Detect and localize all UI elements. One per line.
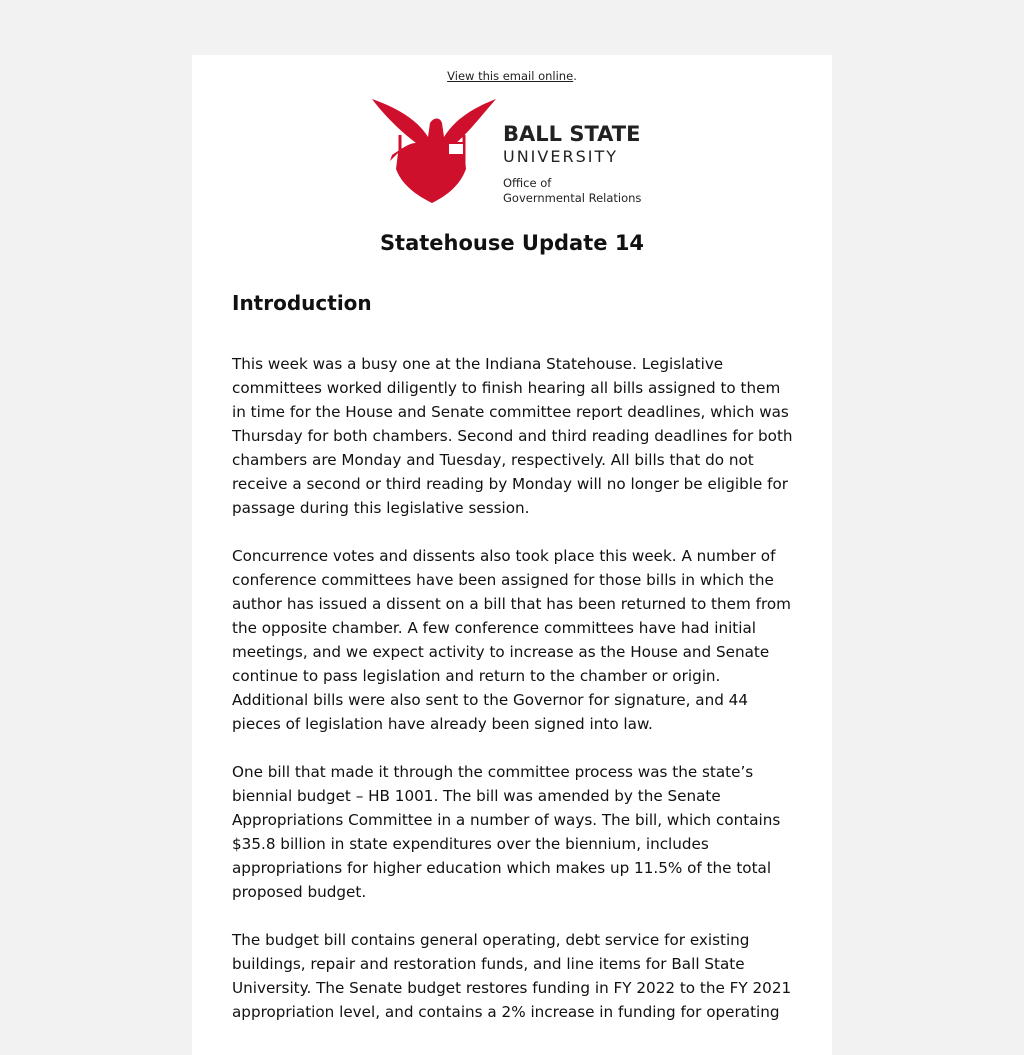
paragraph: Concurrence votes and dissents also took place this week. A number of conference committees have been assigned for those bills in which the author has issued a dissent on a bill that has been returned to them from the opposite chamber. A few conference committees have had initial meetings, and we expect activity to increase as the House and Senate continue to pass legislation and return to the chamber or origin. Additional bills were also sent to the Governor for signature, and 44 pieces of legislation have already been signed into law. <box>232 547 791 733</box>
logo-line3: Office of <box>503 176 552 190</box>
email-card <box>192 55 832 1055</box>
paragraph: The budget bill contains general operating, debt service for existing buildings, repair and restoration funds, and line items for Ball State University. The Senate budget restores funding in FY 2022 to the FY 2021 appropriation level, and contains a 2% increase in funding for operating <box>232 931 792 1021</box>
logo-line1: BALL STATE <box>503 122 641 146</box>
logo-line2: UNIVERSITY <box>503 147 618 166</box>
page-title: Statehouse Update 14 <box>379 231 645 255</box>
period: . <box>573 69 577 83</box>
ball-state-logo <box>370 95 660 210</box>
paragraph: One bill that made it through the committee process was the state’s biennial budget – HB 1001. The bill was amended by the Senate Appropriations Committee in a number of ways. The bill, which contains $35.8 billion in state expenditures over the biennium, includes appropriations for higher education which makes up 11.5% of the total proposed budget. <box>232 763 781 901</box>
cardinal-shield-icon <box>372 99 496 203</box>
view-online-row <box>192 69 832 83</box>
paragraph: This week was a busy one at the Indiana Statehouse. Legislative committees worked diligently to finish hearing all bills assigned to them in time for the House and Senate committee report deadlines, which was Thursday for both chambers. Second and third reading deadlines for both chambers are Monday and Tuesday, respectively. All bills that do not receive a second or third reading by Monday will no longer be eligible for passage during this legislative session. <box>232 355 793 517</box>
logo-line4: Governmental Relations <box>503 191 642 205</box>
email-body <box>232 352 794 1048</box>
section-heading: Introduction <box>232 291 372 315</box>
view-online-link[interactable]: View this email online <box>447 69 574 83</box>
